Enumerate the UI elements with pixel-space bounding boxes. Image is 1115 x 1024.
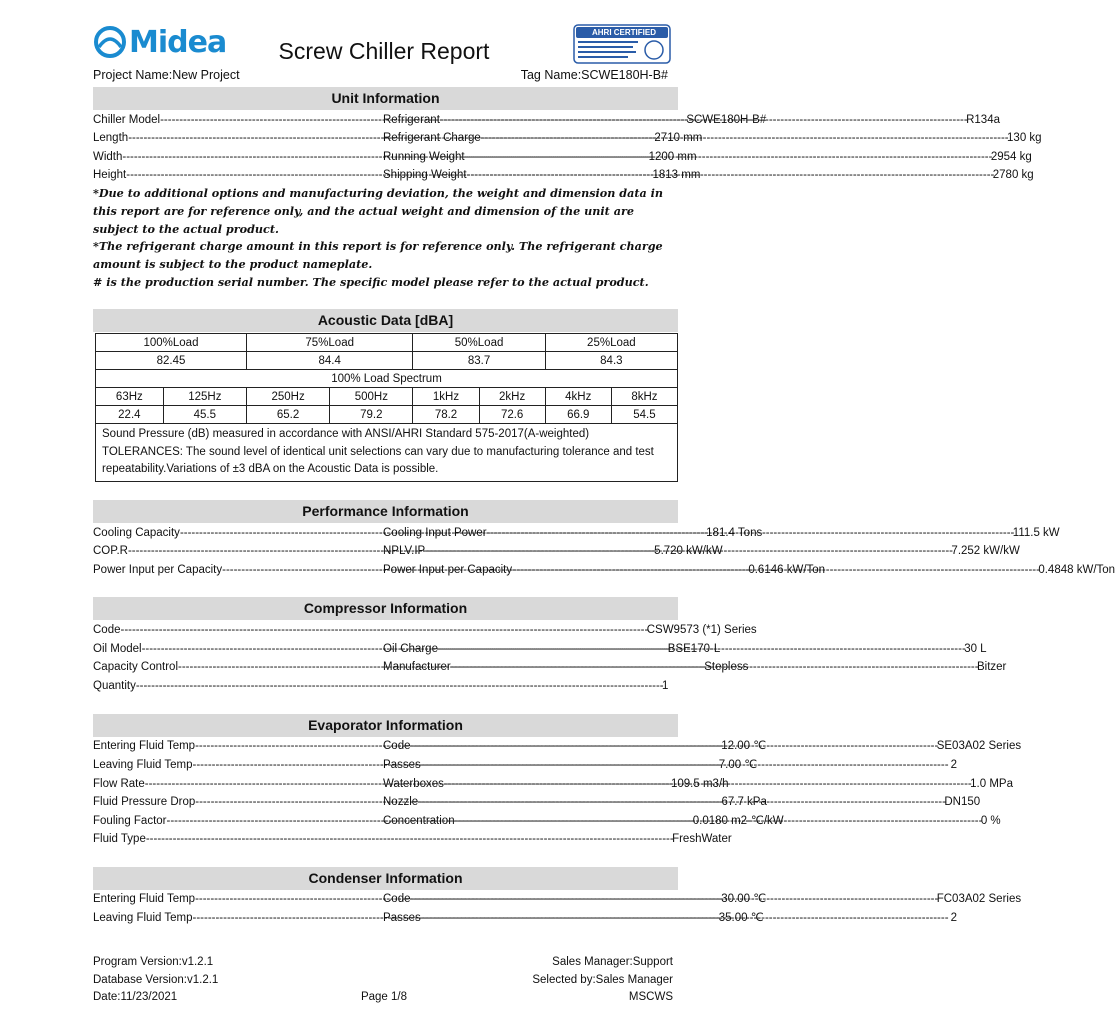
report-date: Date:11/23/2021 bbox=[93, 991, 178, 1003]
load-value: 84.3 bbox=[545, 352, 677, 370]
freq-header: 500Hz bbox=[330, 388, 413, 406]
label: Width bbox=[93, 151, 123, 163]
label: Refrigerant Charge bbox=[383, 132, 481, 144]
evaporator-row bbox=[93, 756, 957, 774]
value: 109.5 m3/h bbox=[671, 778, 729, 790]
acoustic-notes bbox=[96, 424, 678, 482]
label: Code bbox=[383, 740, 411, 752]
label: Waterboxes bbox=[383, 778, 444, 790]
value: SCWE180H-B# bbox=[686, 114, 767, 126]
load-header: 75%Load bbox=[246, 334, 413, 352]
value: 0.6146 kW/Ton bbox=[748, 564, 826, 576]
label: Fluid Type bbox=[93, 833, 146, 845]
sales-manager: Sales Manager:Support bbox=[552, 956, 673, 968]
value: 2780 kg bbox=[992, 169, 1034, 181]
project-name: Project Name:New Project bbox=[93, 68, 240, 82]
value: DN150 bbox=[944, 796, 981, 808]
freq-value: 54.5 bbox=[611, 406, 677, 424]
unit-note-dimensions: *Due to additional options and manufacturing deviation, the weight and dimension data in this report are for reference only, and the actual weight and dimension of the unit are subject to the actual product. bbox=[93, 186, 664, 236]
tag-name: Tag Name:SCWE180H-B# bbox=[520, 68, 668, 82]
value: 130 kg bbox=[1007, 132, 1042, 144]
table-row bbox=[96, 424, 678, 482]
value: 181.4 Tons bbox=[706, 527, 763, 539]
acoustic-note-standard: Sound Pressure (dB) measured in accordance with ANSI/AHRI Standard 575-2017(A-weighted) bbox=[102, 428, 590, 440]
acoustic-data-heading: Acoustic Data [dBA] bbox=[93, 309, 678, 332]
condenser-row bbox=[93, 890, 1022, 908]
cert-text: AHRI CERTIFIED bbox=[592, 28, 656, 37]
freq-value: 79.2 bbox=[330, 406, 413, 424]
value: 2 bbox=[950, 759, 957, 771]
value: 1200 mm bbox=[648, 151, 697, 163]
performance-row bbox=[93, 542, 1020, 560]
label: Passes bbox=[383, 759, 421, 771]
label: Quantity bbox=[93, 680, 136, 692]
freq-value: 66.9 bbox=[545, 406, 611, 424]
condenser-row bbox=[93, 909, 957, 927]
value: Bitzer bbox=[976, 661, 1007, 673]
value: FreshWater bbox=[672, 833, 732, 845]
selected-by: Selected by:Sales Manager bbox=[532, 973, 673, 986]
compressor-row bbox=[93, 677, 667, 695]
evaporator-row bbox=[93, 793, 981, 811]
table-row bbox=[96, 370, 678, 388]
compressor-row bbox=[93, 621, 757, 639]
value: 0 % bbox=[980, 815, 1001, 827]
label: Manufacturer bbox=[383, 661, 451, 673]
evaporator-row bbox=[93, 775, 1013, 793]
value: BSE170-L bbox=[667, 643, 721, 655]
performance-information-heading: Performance Information bbox=[93, 500, 678, 523]
acoustic-note-tolerance: TOLERANCES: The sound level of identical unit selections can vary due to manufacturing tolerance and test repeatability.Variations of ±3 dBA on the Acoustic Data is possible. bbox=[102, 445, 654, 475]
value: FC03A02 Series bbox=[936, 893, 1022, 905]
program-version: Program Version:v1.2.1 bbox=[93, 956, 214, 968]
label: Passes bbox=[383, 912, 421, 924]
freq-header: 1kHz bbox=[413, 388, 479, 406]
label: Power Input per Capacity bbox=[383, 564, 513, 576]
load-value: 82.45 bbox=[96, 352, 247, 370]
table-row bbox=[96, 334, 678, 352]
footer-right bbox=[532, 954, 673, 1007]
freq-value: 72.6 bbox=[479, 406, 545, 424]
value: 2954 kg bbox=[990, 151, 1032, 163]
freq-header: 63Hz bbox=[96, 388, 164, 406]
condenser-information-heading: Condenser Information bbox=[93, 867, 678, 890]
value: 35.00 ℃ bbox=[718, 912, 764, 924]
label: Length bbox=[93, 132, 129, 144]
label: Cooling Capacity bbox=[93, 527, 180, 539]
freq-header: 2kHz bbox=[479, 388, 545, 406]
value: 5.720 kW/kW bbox=[654, 545, 723, 557]
value: 0.4848 kW/Ton bbox=[1038, 564, 1115, 576]
load-value: 83.7 bbox=[413, 352, 545, 370]
evaporator-information-heading: Evaporator Information bbox=[93, 714, 678, 737]
label: Height bbox=[93, 169, 127, 181]
label: Running Weight bbox=[383, 151, 465, 163]
freq-header: 4kHz bbox=[545, 388, 611, 406]
label: Leaving Fluid Temp bbox=[93, 759, 193, 771]
unit-information-heading: Unit Information bbox=[93, 87, 678, 110]
value: 1 bbox=[662, 680, 669, 692]
freq-header: 125Hz bbox=[163, 388, 246, 406]
table-row bbox=[96, 352, 678, 370]
label: Entering Fluid Temp bbox=[93, 893, 196, 905]
unit-row bbox=[93, 148, 1032, 166]
value: Stepless bbox=[704, 661, 749, 673]
value: 67.7 kPa bbox=[721, 796, 767, 808]
load-header: 100%Load bbox=[96, 334, 247, 352]
unit-note-refrigerant: *The refrigerant charge amount in this report is for reference only. The refrigerant charge amount is subject to the product nameplate. bbox=[93, 239, 663, 271]
company-code: MSCWS bbox=[628, 991, 673, 1003]
freq-header: 250Hz bbox=[246, 388, 329, 406]
freq-value: 22.4 bbox=[96, 406, 164, 424]
page-title: Screw Chiller Report bbox=[278, 38, 490, 64]
value: 7.00 ℃ bbox=[718, 759, 758, 771]
label: Concentration bbox=[383, 815, 455, 827]
value: CSW9573 (*1) Series bbox=[646, 624, 757, 636]
load-value: 84.4 bbox=[246, 352, 413, 370]
compressor-row bbox=[93, 658, 1007, 676]
label: Code bbox=[383, 893, 411, 905]
evaporator-row bbox=[93, 812, 1001, 830]
label: Entering Fluid Temp bbox=[93, 740, 196, 752]
label: Power Input per Capacity bbox=[93, 564, 223, 576]
label: Refrigerant bbox=[383, 114, 440, 126]
label: Oil Model bbox=[93, 643, 142, 655]
value: R134a bbox=[966, 114, 1000, 126]
database-version: Database Version:v1.2.1 bbox=[93, 973, 219, 986]
value: 1813 mm bbox=[652, 169, 701, 181]
label: Chiller Model bbox=[93, 114, 161, 126]
label: NPLV.IP bbox=[383, 545, 426, 557]
unit-row bbox=[93, 166, 1034, 184]
label: Capacity Control bbox=[93, 661, 179, 673]
value: 0.0180 m2-℃/kW bbox=[692, 815, 784, 827]
logo-text: Midea bbox=[129, 24, 227, 60]
performance-row bbox=[93, 561, 1115, 579]
evaporator-row bbox=[93, 737, 1022, 755]
value: 1.0 MPa bbox=[970, 778, 1013, 790]
label: Leaving Fluid Temp bbox=[93, 912, 193, 924]
label: Nozzle bbox=[383, 796, 419, 808]
ahri-certified-badge bbox=[574, 22, 670, 66]
load-header: 50%Load bbox=[413, 334, 545, 352]
label: Shipping Weight bbox=[383, 169, 467, 181]
table-row bbox=[96, 388, 678, 406]
label: Flow Rate bbox=[93, 778, 145, 790]
page-number: Page 1/8 bbox=[360, 991, 408, 1003]
unit-note-serial: # is the production serial number. The specific model please refer to the actual product. bbox=[93, 275, 649, 289]
performance-row bbox=[93, 524, 1060, 542]
freq-header: 8kHz bbox=[611, 388, 677, 406]
evaporator-row bbox=[93, 830, 732, 848]
compressor-information-heading: Compressor Information bbox=[93, 597, 678, 620]
value: 30.00 ℃ bbox=[721, 893, 767, 905]
freq-value: 65.2 bbox=[246, 406, 329, 424]
spectrum-title: 100% Load Spectrum bbox=[96, 370, 678, 388]
value: 12.00 ℃ bbox=[721, 740, 767, 752]
load-header: 25%Load bbox=[545, 334, 677, 352]
table-row bbox=[96, 406, 678, 424]
value: 30 L bbox=[964, 643, 987, 655]
value: 2 bbox=[950, 912, 957, 924]
label: Oil Charge bbox=[383, 643, 438, 655]
label: Fluid Pressure Drop bbox=[93, 796, 196, 808]
label: COP.R bbox=[93, 545, 128, 557]
value: 7.252 kW/kW bbox=[951, 545, 1020, 557]
unit-row bbox=[93, 129, 1042, 147]
compressor-row bbox=[93, 640, 987, 658]
label: Fouling Factor bbox=[93, 815, 167, 827]
freq-value: 78.2 bbox=[413, 406, 479, 424]
value: 111.5 kW bbox=[1012, 527, 1060, 539]
acoustic-table bbox=[95, 333, 678, 482]
label: Cooling Input Power bbox=[383, 527, 487, 539]
unit-row bbox=[93, 111, 1000, 129]
value: SE03A02 Series bbox=[936, 740, 1022, 752]
freq-value: 45.5 bbox=[163, 406, 246, 424]
value: 2710 mm bbox=[654, 132, 703, 144]
label: Code bbox=[93, 624, 121, 636]
